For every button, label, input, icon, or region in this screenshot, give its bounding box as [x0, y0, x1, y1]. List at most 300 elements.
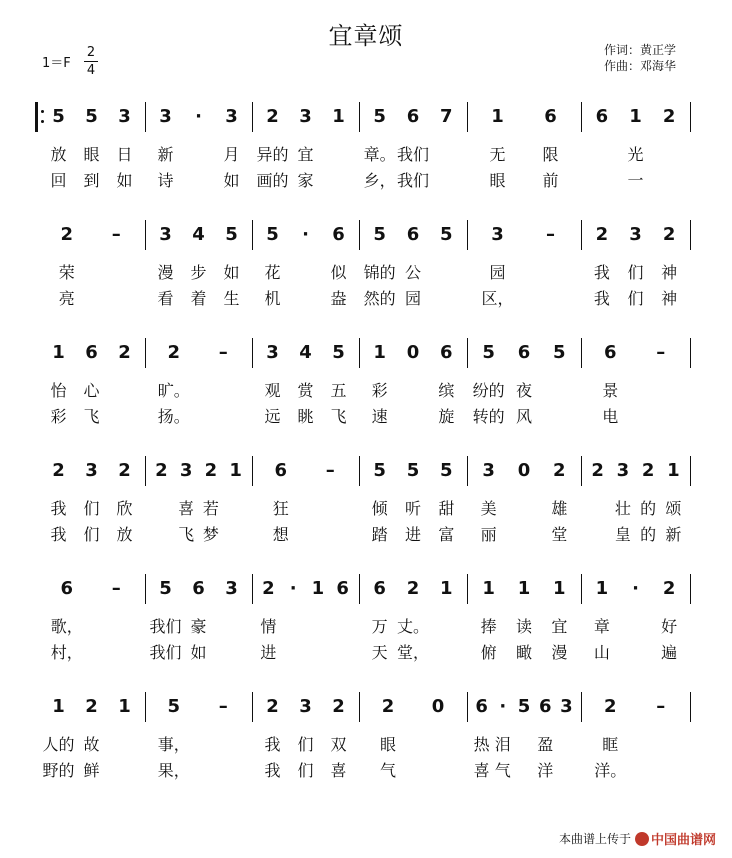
measure: [585, 100, 686, 210]
lyric-syllable: [430, 290, 463, 308]
lyric-syllable: [430, 644, 463, 662]
lyrics-verse-2: [585, 290, 686, 308]
note: –: [111, 578, 121, 599]
note-row: [471, 696, 577, 718]
lyric-syllable: 我: [593, 289, 610, 308]
lyric-syllable: 诗: [157, 171, 174, 190]
lyric-syllable: 速: [371, 407, 388, 426]
lyric-syllable: 们: [297, 735, 314, 754]
note-row: [363, 696, 463, 718]
lyric-syllable: [513, 762, 534, 780]
note: 4: [299, 342, 312, 363]
note: 3: [491, 224, 504, 245]
barline: [145, 574, 146, 604]
measure: [149, 100, 248, 210]
lyric-syllable: [330, 618, 355, 636]
lyrics-verse-1: [363, 264, 463, 282]
lyric-syllable: 我们: [149, 617, 182, 636]
time-signature-bottom: 4: [84, 61, 98, 79]
lyric-syllable: 遍: [661, 643, 678, 662]
lyric-syllable: 怡: [50, 381, 67, 400]
lyric-syllable: 眼: [379, 735, 396, 754]
measure: [42, 454, 141, 564]
lyrics-verse-2: [256, 408, 355, 426]
lyric-syllable: [585, 526, 610, 544]
lyric-syllable: [430, 264, 463, 282]
lyric-syllable: [108, 762, 141, 780]
note: 3: [225, 578, 238, 599]
lyric-syllable: 景: [602, 381, 619, 400]
note: 2: [52, 460, 65, 481]
lyric-syllable: 远: [264, 407, 281, 426]
note: 6: [603, 342, 617, 363]
lyric-syllable: 新: [157, 145, 174, 164]
score-system: [0, 100, 732, 210]
note-row: [256, 224, 355, 246]
note: 3: [118, 106, 131, 127]
note-row: [363, 578, 463, 600]
note: 1: [553, 578, 566, 599]
lyric-syllable: 们: [627, 263, 644, 282]
lyric-syllable: 画的: [256, 171, 289, 190]
lyric-syllable: 飞: [178, 525, 195, 544]
lyric-syllable: [322, 146, 355, 164]
measure: [585, 454, 686, 564]
note-row: [42, 342, 141, 364]
lyrics-verse-2: [471, 526, 577, 544]
note: 5: [406, 460, 420, 481]
barline: [252, 338, 253, 368]
lyric-syllable: 热: [473, 735, 490, 754]
lyric-syllable: [636, 382, 687, 400]
barline: [252, 692, 253, 722]
measure: [42, 336, 141, 446]
barline: [581, 220, 582, 250]
lyric-syllable: 踏: [371, 525, 388, 544]
lyric-syllable: 果，: [157, 761, 190, 780]
lyrics-verse-2: [585, 762, 686, 780]
lyric-syllable: 情: [260, 617, 277, 636]
barline: [581, 692, 582, 722]
lyrics-verse-1: [363, 736, 463, 754]
note: 6: [332, 224, 345, 245]
lyric-syllable: 双: [330, 735, 347, 754]
lyric-syllable: 园: [489, 263, 506, 282]
lyrics-verse-2: [149, 762, 248, 780]
barline: [359, 574, 360, 604]
lyric-syllable: 泪: [494, 735, 511, 754]
lyric-syllable: [636, 408, 687, 426]
measure: [42, 572, 141, 682]
lyric-syllable: 我: [50, 525, 67, 544]
note: –: [111, 224, 121, 245]
lyric-syllable: 宜: [551, 617, 568, 636]
lyrics-verse-2: [256, 172, 355, 190]
lyric-syllable: 生: [223, 289, 240, 308]
lyrics-verse-1: [149, 264, 248, 282]
lyrics-verse-1: [42, 382, 141, 400]
lyrics-verse-2: [585, 172, 686, 190]
lyric-syllable: [199, 382, 249, 400]
lyric-syllable: 事，: [157, 735, 190, 754]
note: 1: [311, 578, 325, 599]
lyrics-verse-2: [585, 644, 686, 662]
lyrics-verse-2: [42, 172, 141, 190]
note: 1: [332, 106, 345, 127]
lyricist-credit: 作词：黄正学: [604, 43, 677, 57]
note-row: [585, 342, 686, 364]
lyric-syllable: 然的: [363, 289, 396, 308]
lyrics-verse-2: [42, 526, 141, 544]
note: 5: [85, 106, 98, 127]
barline: [145, 102, 146, 132]
measure: [585, 218, 686, 328]
lyric-syllable: 天: [371, 643, 388, 662]
lyric-syllable: [652, 172, 686, 190]
measure: [256, 690, 355, 800]
lyric-syllable: 盎: [330, 289, 347, 308]
lyrics-verse-2: [471, 408, 577, 426]
note-row: [149, 106, 248, 128]
lyrics-verse-2: [363, 290, 463, 308]
measure: [363, 454, 463, 564]
lyric-syllable: [92, 264, 142, 282]
lyric-syllable: [199, 762, 249, 780]
measure: [149, 218, 248, 328]
lyric-syllable: 如: [223, 171, 240, 190]
lyric-syllable: [585, 146, 619, 164]
note: 6: [440, 342, 453, 363]
lyric-syllable: [430, 618, 463, 636]
note: ·: [195, 106, 202, 127]
note: 1: [629, 106, 642, 127]
lyrics-verse-2: [256, 290, 355, 308]
lyric-syllable: 们: [83, 499, 100, 518]
note: 3: [482, 460, 495, 481]
lyric-syllable: [556, 736, 577, 754]
lyric-syllable: 歌，: [50, 617, 83, 636]
lyric-syllable: 锦的: [363, 263, 396, 282]
lyric-syllable: [215, 644, 248, 662]
lyric-syllable: 的: [640, 499, 657, 518]
measure: [471, 454, 577, 564]
lyric-syllable: 公: [404, 263, 421, 282]
lyric-syllable: [619, 618, 653, 636]
lyric-syllable: 故: [83, 735, 100, 754]
measure: [256, 572, 355, 682]
note: 3: [159, 106, 172, 127]
note: 0: [406, 342, 420, 363]
note-row: [149, 460, 248, 482]
lyric-syllable: 瞰: [515, 643, 532, 662]
lyric-syllable: 观: [264, 381, 281, 400]
key-signature: 1＝F: [42, 56, 71, 71]
lyric-syllable: 回: [50, 171, 67, 190]
lyric-syllable: 电: [602, 407, 619, 426]
lyric-syllable: [396, 408, 429, 426]
lyric-syllable: 堂: [551, 525, 568, 544]
lyric-syllable: 野的: [42, 761, 75, 780]
note: 6: [85, 342, 98, 363]
lyric-syllable: 皇: [614, 525, 631, 544]
barline: [359, 338, 360, 368]
measure: [363, 218, 463, 328]
measure: [256, 100, 355, 210]
lyrics-verse-2: [585, 408, 686, 426]
lyric-syllable: 眼: [489, 171, 506, 190]
note: 6: [336, 578, 349, 599]
lyric-syllable: 漫: [157, 263, 174, 282]
measure: [363, 336, 463, 446]
lyrics-verse-1: [256, 146, 355, 164]
note: 5: [332, 342, 345, 363]
barline: [252, 574, 253, 604]
barline: [581, 456, 582, 486]
barline: [252, 456, 253, 486]
note: 5: [553, 342, 566, 363]
lyric-syllable: [223, 500, 248, 518]
note-row: [149, 224, 248, 246]
note-row: [42, 106, 141, 128]
lyric-syllable: [330, 644, 355, 662]
lyric-syllable: 富: [438, 525, 455, 544]
lyric-syllable: [430, 172, 463, 190]
lyric-syllable: [289, 290, 322, 308]
lyric-syllable: 彩: [371, 381, 388, 400]
lyrics-verse-2: [363, 762, 463, 780]
lyrics-verse-2: [149, 644, 248, 662]
lyrics-verse-1: [471, 382, 577, 400]
lyric-syllable: 步: [190, 263, 207, 282]
note-row: [471, 106, 577, 128]
lyric-syllable: 好: [661, 617, 678, 636]
lyric-syllable: 堂，: [396, 643, 429, 662]
lyric-syllable: [619, 644, 653, 662]
lyric-syllable: 彩: [50, 407, 67, 426]
lyric-syllable: 我们: [149, 643, 182, 662]
lyric-syllable: 洋: [537, 761, 554, 780]
note: –: [546, 224, 555, 245]
lyric-syllable: 日: [116, 145, 133, 164]
lyrics-verse-1: [363, 382, 463, 400]
lyric-syllable: [506, 500, 541, 518]
barline: [252, 220, 253, 250]
lyric-syllable: 新: [665, 525, 682, 544]
note: 1: [491, 106, 504, 127]
lyrics-verse-2: [471, 172, 577, 190]
note-row: [256, 696, 355, 718]
note: 2: [60, 224, 74, 245]
note: 2: [591, 460, 604, 481]
note: 3: [159, 224, 172, 245]
lyric-syllable: [306, 526, 356, 544]
lyrics-verse-2: [42, 408, 141, 426]
note: 6: [373, 578, 386, 599]
lyrics-verse-2: [256, 526, 355, 544]
lyric-syllable: [108, 736, 141, 754]
note: 5: [159, 578, 172, 599]
repeat-start-barline: [35, 102, 38, 132]
note: 1: [482, 578, 495, 599]
lyrics-verse-1: [363, 618, 463, 636]
note-row: [256, 460, 355, 482]
note: 3: [616, 460, 630, 481]
lyric-syllable: [281, 618, 306, 636]
lyrics-verse-1: [471, 146, 577, 164]
lyric-syllable: [542, 382, 577, 400]
lyrics-verse-2: [471, 290, 577, 308]
lyric-syllable: 神: [661, 263, 678, 282]
lyric-syllable: 旷。: [157, 381, 190, 400]
measure: [363, 100, 463, 210]
note: 1: [517, 578, 531, 599]
note: 5: [440, 460, 453, 481]
note: 2: [262, 578, 275, 599]
lyrics-verse-1: [256, 500, 355, 518]
note: 2: [381, 696, 395, 717]
lyric-syllable: 放: [50, 145, 67, 164]
barline: [581, 574, 582, 604]
note: 1: [667, 460, 680, 481]
measure: [149, 572, 248, 682]
barline: [359, 692, 360, 722]
lyric-syllable: [585, 500, 610, 518]
barline: [581, 102, 582, 132]
note-row: [42, 460, 141, 482]
lyric-syllable: 章。: [363, 145, 396, 164]
barline: [467, 456, 468, 486]
lyric-syllable: 气: [494, 761, 511, 780]
note: –: [218, 696, 228, 717]
lyric-syllable: 一: [627, 171, 644, 190]
lyric-syllable: 飞: [83, 407, 100, 426]
measure: [471, 336, 577, 446]
note-row: [585, 224, 686, 246]
lyric-syllable: 荣: [58, 263, 75, 282]
note: ·: [289, 578, 297, 599]
note-row: [363, 106, 463, 128]
lyric-syllable: 进: [404, 525, 421, 544]
measure: [363, 572, 463, 682]
song-title: 宜章颂: [328, 22, 404, 50]
note-row: [363, 224, 463, 246]
lyrics-verse-1: [363, 500, 463, 518]
note: 3: [299, 696, 312, 717]
barline: [467, 338, 468, 368]
lyric-syllable: 似: [330, 263, 347, 282]
lyric-syllable: 甜: [438, 499, 455, 518]
barline: [467, 220, 468, 250]
lyrics-verse-2: [471, 762, 577, 780]
lyrics-verse-1: [585, 382, 686, 400]
barline: [252, 102, 253, 132]
lyrics-verse-2: [256, 644, 355, 662]
note: 3: [85, 460, 98, 481]
note: 6: [192, 578, 205, 599]
lyric-syllable: 限: [542, 145, 559, 164]
lyric-syllable: [223, 526, 248, 544]
note: 1: [440, 578, 453, 599]
note: 6: [60, 578, 74, 599]
lyric-syllable: 亮: [58, 289, 75, 308]
lyrics-verse-2: [149, 290, 248, 308]
measure: [149, 454, 248, 564]
lyrics-verse-1: [149, 736, 248, 754]
measure: [585, 690, 686, 800]
lyric-syllable: [636, 762, 687, 780]
lyric-syllable: 看: [157, 289, 174, 308]
lyric-syllable: 喜: [473, 761, 490, 780]
note: 3: [266, 342, 279, 363]
lyrics-verse-2: [363, 644, 463, 662]
lyric-syllable: 洋。: [594, 761, 627, 780]
note: 2: [662, 578, 676, 599]
note: 1: [118, 696, 131, 717]
lyric-syllable: [636, 736, 687, 754]
note-row: [585, 106, 686, 128]
lyric-syllable: 鲜: [83, 761, 100, 780]
lyric-syllable: 盈: [537, 735, 554, 754]
lyric-syllable: 五: [330, 381, 347, 400]
lyric-syllable: 山: [593, 643, 610, 662]
lyric-syllable: [506, 526, 541, 544]
lyrics-verse-1: [42, 264, 141, 282]
note: 2: [553, 460, 566, 481]
note: 3: [560, 696, 573, 717]
lyric-syllable: [524, 290, 577, 308]
lyric-syllable: 丽: [480, 525, 497, 544]
lyric-syllable: 人的: [42, 735, 75, 754]
measure: [42, 690, 141, 800]
lyrics-verse-2: [471, 644, 577, 662]
lyric-syllable: 花: [264, 263, 281, 282]
note: 3: [299, 106, 312, 127]
note: 2: [603, 696, 617, 717]
composer-credit: 作曲：邓海华: [604, 59, 677, 73]
lyric-syllable: 村，: [50, 643, 83, 662]
note-row: [149, 578, 248, 600]
note: –: [656, 342, 666, 363]
note-row: [256, 342, 355, 364]
lyrics-verse-1: [585, 500, 686, 518]
barline: [145, 692, 146, 722]
note-row: [585, 578, 686, 600]
note: 2: [118, 460, 131, 481]
measure: [471, 690, 577, 800]
barline: [690, 338, 691, 368]
lyrics-verse-1: [149, 382, 248, 400]
note-row: [471, 460, 577, 482]
lyric-syllable: 家: [297, 171, 314, 190]
lyrics-verse-1: [42, 618, 141, 636]
lyric-syllable: 纷的: [472, 381, 505, 400]
lyric-syllable: 我: [264, 735, 281, 754]
barline: [145, 456, 146, 486]
note: 5: [225, 224, 238, 245]
lyric-syllable: 转的: [472, 407, 505, 426]
lyric-syllable: 心: [83, 381, 100, 400]
note-row: [585, 696, 686, 718]
lyric-syllable: 美: [480, 499, 497, 518]
note: 2: [662, 106, 676, 127]
note: 0: [431, 696, 445, 717]
note-row: [42, 696, 141, 718]
lyrics-verse-1: [471, 264, 577, 282]
lyrics-verse-1: [149, 146, 248, 164]
note: 3: [629, 224, 642, 245]
lyric-syllable: [149, 526, 174, 544]
lyrics-verse-2: [363, 526, 463, 544]
